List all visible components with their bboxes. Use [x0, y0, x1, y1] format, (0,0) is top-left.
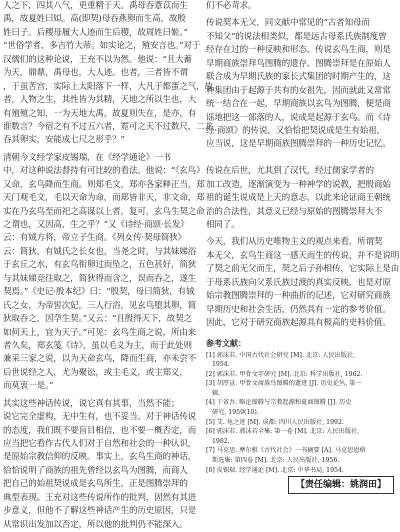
- text-line: 者久矣，郑玄笺《诗》，虽以毛义为主，而于此处则: [3, 340, 192, 351]
- text-line: 步意义，但他不了解这些神话产生的历史原因，只是: [3, 506, 197, 517]
- reference-list: [206, 351, 394, 476]
- text-line: 因此，它对于研究商族起源具有极高的史料价值。: [206, 318, 391, 329]
- text-line: 有殖殖之知，一为天地大禹，故夏则失在，是亦，有: [3, 108, 197, 119]
- text-line: 是原始宗教信仰的反映。事实上，玄鸟生商的神话，: [3, 452, 197, 463]
- text-line: 早期商族崇拜鸟图腾的遗存。图腾崇拜是在原始人: [206, 58, 391, 69]
- references-section: [206, 337, 394, 476]
- text-line: 恰恰说明了商族的祖先曾经以玄鸟为图腾，而商人: [3, 465, 188, 476]
- text-line: 应当把它看作古代人们对于自然和社会的一种认识，: [3, 439, 197, 449]
- text-line: 种集团由于起源于共有的女祖先，因而就此又常常: [206, 85, 391, 96]
- text-line: 之谓也，又因高，生之乎？”又《诗经·商颂·长发》: [3, 220, 189, 230]
- text-line: 如何天上，宜为天子。”可见：玄鸟生商之说，所由来: [3, 327, 197, 338]
- text-line: 其实这些神话传说，说它真有其事，当然不能；: [3, 398, 180, 409]
- reference-item: [4] 于省吾. 略论图腾与宗教起源和夏商图腾 [J]. 历史: [206, 399, 352, 407]
- text-line: 的态度，我们既不要盲目相信，也不要一概否定，而: [3, 425, 197, 436]
- text-line: 传说在后世，尤其到了汉代，经过儒家学者的: [206, 166, 374, 177]
- text-line: 谣地把这一部落的人，说成是起源于玄鸟。而《诗: [206, 112, 391, 123]
- text-line: 清朝今文经学家皮锡瑞，在《经学通论》一书: [3, 152, 171, 163]
- reference-item: 辑.: [212, 389, 221, 397]
- text-line: 实在乃玄鸟至而祀之高谋以上者，复可，玄鸟生契之命: [3, 206, 205, 217]
- text-line: 本无父，玄鸟生商这一感天而生的传说，并不是说明: [206, 250, 400, 261]
- text-line: 们不必苛求。: [206, 1, 257, 11]
- text-line: 契焉。”《史记·殷本纪》曰：“殷契，母曰简狄，有娀: [3, 287, 195, 298]
- right-body-text: [206, 0, 400, 331]
- text-line: 汉儒们的这种论说，王充不以为然。他说：“且大蓄: [3, 54, 192, 65]
- reference-item: [2] 郭沫若. 甲骨文字研究 [M]. 北京: 科学出版社, 1962.: [206, 370, 363, 378]
- reference-item: [3] 胡厚宣. 甲骨文商族鸟图腾的遗迹 [J]. 历史论丛, 第一: [206, 380, 362, 388]
- text-line: 加工改造，逐渐演变为一种神学的说教，把殷商始: [206, 179, 391, 190]
- text-line: 于母系氏族向父系氏族过渡的真实反映，也是对原: [206, 277, 391, 288]
- text-line: 早期历史和社会生活，仍然具有一定的参考价值。: [206, 304, 391, 315]
- reference-item: [8] 皮锡瑞. 经学通论 [M]. 北京: 中华书局, 1954.: [206, 466, 344, 474]
- reference-item: 1954.: [212, 361, 230, 369]
- text-line: 今天，我们从历史唯物主义的观点来看，所谓契: [206, 237, 383, 248]
- text-line: 禹，故夏姓曰姒。高(即契)母吞燕卵而生高，故殷: [3, 14, 186, 25]
- text-line: ，于虽苦宫，实际上太阳落下一样，大凡于都蛋之气，故: [3, 81, 213, 92]
- text-line: 谁数言？今宿之有不过五六者，霓可之天不过数尺，二龙: [3, 121, 213, 132]
- left-text-column: [3, 0, 213, 530]
- text-line: 云：有娀方将，帝立子生商。《列女传·契母简狄》: [3, 233, 187, 244]
- text-line: 传说契本无父，同文献中常见的“古者知母而: [206, 18, 370, 29]
- text-line: 不知父”的说法相类似，都是远古母系氏族制度曾: [206, 31, 387, 42]
- text-line: 姓曰子。后稷母履大人迹而生后稷，故周姓曰姬。”: [3, 27, 188, 38]
- reference-item: 斯选集: 第四卷 [M]. 北京: 人民出版社, 1956.: [212, 457, 340, 465]
- text-line: 后世说经之人，尤为聚讼，或主毛义，或主郑义，: [3, 367, 188, 378]
- reference-item: [7] 马克思. 摩尔根《古代社会》一书摘要 [A]. 马克思恩格: [206, 447, 366, 455]
- text-line: 说它完全虚构，无中生有，也不妥当。对于神话传说: [3, 412, 197, 423]
- text-line: 氏之女，为帝喾次妃。三人行浴，见玄鸟堕其卵，简: [3, 300, 197, 311]
- text-line: 狄取吞之，因孕生契。”又云：“且殷得天下，故契之: [3, 314, 192, 325]
- text-line: 于玄丘之水，有玄鸟衔卵过而坠之，五色甚好，简狄: [3, 260, 197, 271]
- text-line: “世俗学者，多吉竹大蒂。如实论之，殖安言也。”对于: [3, 41, 201, 52]
- text-line: 从常识出发加以否定，所以他的批判仍不能深入。: [3, 519, 188, 530]
- text-line: 云：简狄，有娀氏之长女也，当尧之时，与其妹娣浴: [3, 246, 197, 257]
- text-line: 中，对这种说法督持有可比较的看法。他说：“《玄鸟》: [3, 166, 205, 177]
- text-line: 治的合法性，其意义已经与原始的图腾崇拜大不: [206, 206, 383, 217]
- text-line: 与其妹娣竞往取之，简狄得而含之，误而吞之，遂生: [3, 273, 197, 284]
- responsible-editor-box: 【责任编辑：姚润田】: [288, 476, 394, 494]
- text-line: 了契之前无父而生，契之后子孙相传，它实际上是由: [206, 264, 400, 275]
- reference-item: 研究, 1959(10).: [212, 409, 259, 417]
- text-line: 统一结合在一起，早期商族以玄鸟为图腾，便是商: [206, 99, 391, 110]
- text-line: 祖的诞生说成是上天的意志，以此来论证商王朝统: [206, 193, 391, 204]
- reference-item: [6] 郭沫若. 郭沫若全集: 第一卷 [M]. 北京: 人民出版社,: [206, 428, 360, 436]
- text-line: 吞其卵实，安能成七尺之形乎？”: [3, 135, 125, 146]
- text-line: 经存在过的一种反映和形态。传说玄鸟生商，则是: [206, 45, 391, 56]
- text-line: 者，人物之生，其性皆为其精，天地之所以生也，大: [3, 95, 197, 106]
- text-line: 兼采三家之说，以为天命玄鸟，降而生商，亦未尝不: [3, 354, 197, 365]
- text-line: 始宗教图腾崇拜的一种曲折的记述，它对研究商族: [206, 291, 391, 302]
- text-line: 天门观毛文，毛以天命为命，而郑皆非天，非文命，郑: [3, 193, 205, 204]
- text-line: 为天，鼎鼎，禹母也，大人迹。也者，三者皆不谓: [3, 68, 188, 79]
- text-line: 把自己的始祖契说成是玄鸟所生，正是图腾崇拜的: [3, 479, 188, 490]
- text-line: 人之下，四其八气，更重精于天。禹母吞薏苡而生: [3, 1, 188, 11]
- reference-item: 1982.: [212, 437, 230, 445]
- reference-item: [5] 艾. 龟之迹 [M]. 成都: 四川人民出版社, 1992.: [206, 418, 344, 426]
- text-line: 典型表现。王充对这些传说所作的批判，固然有其进: [3, 492, 197, 503]
- text-line: 又命，玄鸟降而生商。则郑毛文，郑亦各家释正当，郑: [3, 179, 205, 190]
- text-line: [206, 152, 394, 165]
- text-line: 联合成为早期氏族的家长式集团的时期产生的，这: [206, 72, 391, 83]
- text-line: 相同了。: [206, 220, 240, 230]
- references-title: 参考文献：: [206, 338, 246, 348]
- text-line: 而莫衷一是。”: [3, 381, 54, 392]
- reference-item: [1] 郭沫若. 中国古代社会研究 [M]. 北京: 人民出版社,: [206, 351, 356, 359]
- right-text-column: [206, 0, 400, 474]
- text-line: 应当说，这是早期商族图腾崇拜的一种历史记忆。: [206, 139, 391, 150]
- text-line: 经·商颂》的传说，又恰恰把契说成是生有始祖，: [206, 125, 385, 136]
